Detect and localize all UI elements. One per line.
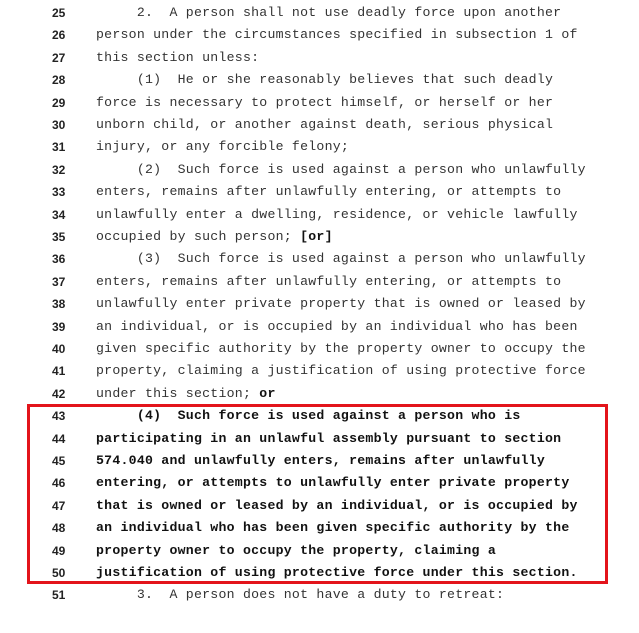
line-number: 34 — [52, 207, 66, 222]
line-number: 37 — [52, 274, 66, 289]
line-text-body: given specific authority by the property owner to occupy the — [96, 341, 586, 356]
line-text-body: an individual who has been given specific authority by the — [96, 520, 570, 536]
line-text-body: unlawfully enter a dwelling, residence, or vehicle lawfully — [96, 206, 578, 222]
line-text — [96, 251, 586, 266]
line-number: 29 — [52, 95, 66, 110]
line-text — [96, 5, 561, 20]
line-text-body: (3) Such force is used against a person who unlawfully — [96, 251, 586, 267]
line-text-body: unborn child, or another against death, serious physical — [96, 117, 554, 132]
line-text — [96, 296, 586, 311]
line-number: 35 — [52, 230, 66, 244]
line-number: 38 — [52, 297, 66, 312]
line-text-body: force is necessary to protect himself, or herself or her — [96, 94, 554, 110]
line-number: 27 — [52, 50, 66, 65]
highlight-box — [27, 404, 608, 584]
line-number: 25 — [52, 6, 66, 20]
line-text-body: injury, or any forcible felony; — [96, 139, 350, 155]
line-number: 28 — [52, 73, 66, 88]
line-text — [96, 341, 586, 356]
line-text — [96, 139, 349, 154]
line-text — [96, 95, 553, 110]
line-36 — [0, 249, 639, 271]
line-number: 36 — [52, 252, 66, 267]
line-number: 47 — [52, 498, 66, 513]
line-number: 43 — [52, 409, 66, 424]
line-number: 46 — [52, 476, 66, 491]
line-number: 51 — [52, 588, 66, 603]
bold-tail: or — [259, 385, 276, 401]
line-32 — [0, 160, 639, 182]
line-text-body: an individual, or is occupied by an individual who has been — [96, 318, 578, 334]
line-number: 26 — [52, 28, 66, 43]
line-text-body: justification of using protective force under this section. — [96, 565, 578, 580]
line-text — [96, 162, 586, 177]
line-text — [96, 386, 276, 401]
line-42 — [0, 384, 639, 406]
line-33 — [0, 182, 639, 204]
line-34 — [0, 205, 639, 227]
line-text — [96, 27, 578, 42]
line-26 — [0, 25, 639, 47]
line-text-body: (4) Such force is used against a person who is — [96, 408, 521, 424]
line-number: 44 — [52, 431, 66, 446]
line-39 — [0, 317, 639, 339]
line-text — [96, 363, 586, 378]
line-40 — [0, 339, 639, 361]
line-51 — [0, 585, 639, 607]
line-text-body: under this section; — [96, 385, 260, 401]
line-29 — [0, 93, 639, 115]
line-text — [96, 117, 553, 132]
line-38 — [0, 294, 639, 316]
line-text-body: property, claiming a justification of using protective force — [96, 363, 586, 379]
line-text — [96, 587, 504, 602]
line-text-body: property owner to occupy the property, claiming a — [96, 542, 497, 558]
line-text-body: that is owned or leased by an individual, or is occupied by — [96, 497, 578, 513]
line-number: 33 — [52, 185, 66, 200]
line-text — [96, 207, 578, 222]
line-text-body: enters, remains after unlawfully entering, or attempts to — [96, 184, 562, 200]
line-text-body: (2) Such force is used against a person who unlawfully — [96, 161, 586, 177]
line-number: 31 — [52, 140, 66, 155]
line-text-body: 3. A person does not have a duty to retreat: — [96, 587, 505, 603]
line-text-body: person under the circumstances specified in subsection 1 of — [96, 27, 578, 43]
line-number: 48 — [52, 521, 66, 536]
line-text-body: 2. A person shall not use deadly force upon another — [96, 5, 562, 20]
line-number: 30 — [52, 118, 66, 132]
line-text-body: unlawfully enter private property that is owned or leased by — [96, 296, 586, 312]
line-31 — [0, 137, 639, 159]
line-37 — [0, 272, 639, 294]
line-number: 45 — [52, 454, 66, 468]
line-text-body: occupied by such person; — [96, 229, 301, 244]
line-text — [96, 50, 259, 65]
line-text — [96, 274, 561, 289]
line-text — [96, 319, 578, 334]
line-number: 42 — [52, 386, 66, 401]
line-27 — [0, 48, 639, 70]
line-text-body: this section unless: — [96, 49, 260, 65]
line-25 — [0, 3, 639, 25]
line-41 — [0, 361, 639, 383]
line-text — [96, 184, 561, 199]
line-35 — [0, 227, 639, 249]
line-number: 49 — [52, 543, 66, 558]
line-text-body: (1) He or she reasonably believes that such deadly — [96, 72, 554, 88]
line-28 — [0, 70, 639, 92]
line-number: 39 — [52, 319, 66, 334]
bold-tail: [or] — [300, 229, 333, 244]
line-text-body: enters, remains after unlawfully entering, or attempts to — [96, 273, 562, 289]
line-text — [96, 229, 333, 244]
line-number: 40 — [52, 342, 66, 356]
line-number: 32 — [52, 162, 66, 177]
line-text-body: entering, or attempts to unlawfully enter private property — [96, 475, 570, 491]
line-number: 50 — [52, 566, 66, 580]
line-text-body: participating in an unlawful assembly pursuant to section — [96, 430, 562, 446]
line-30 — [0, 115, 639, 137]
line-text — [96, 72, 553, 87]
line-text-body: 574.040 and unlawfully enters, remains after unlawfully — [96, 453, 546, 468]
line-number: 41 — [52, 364, 66, 379]
